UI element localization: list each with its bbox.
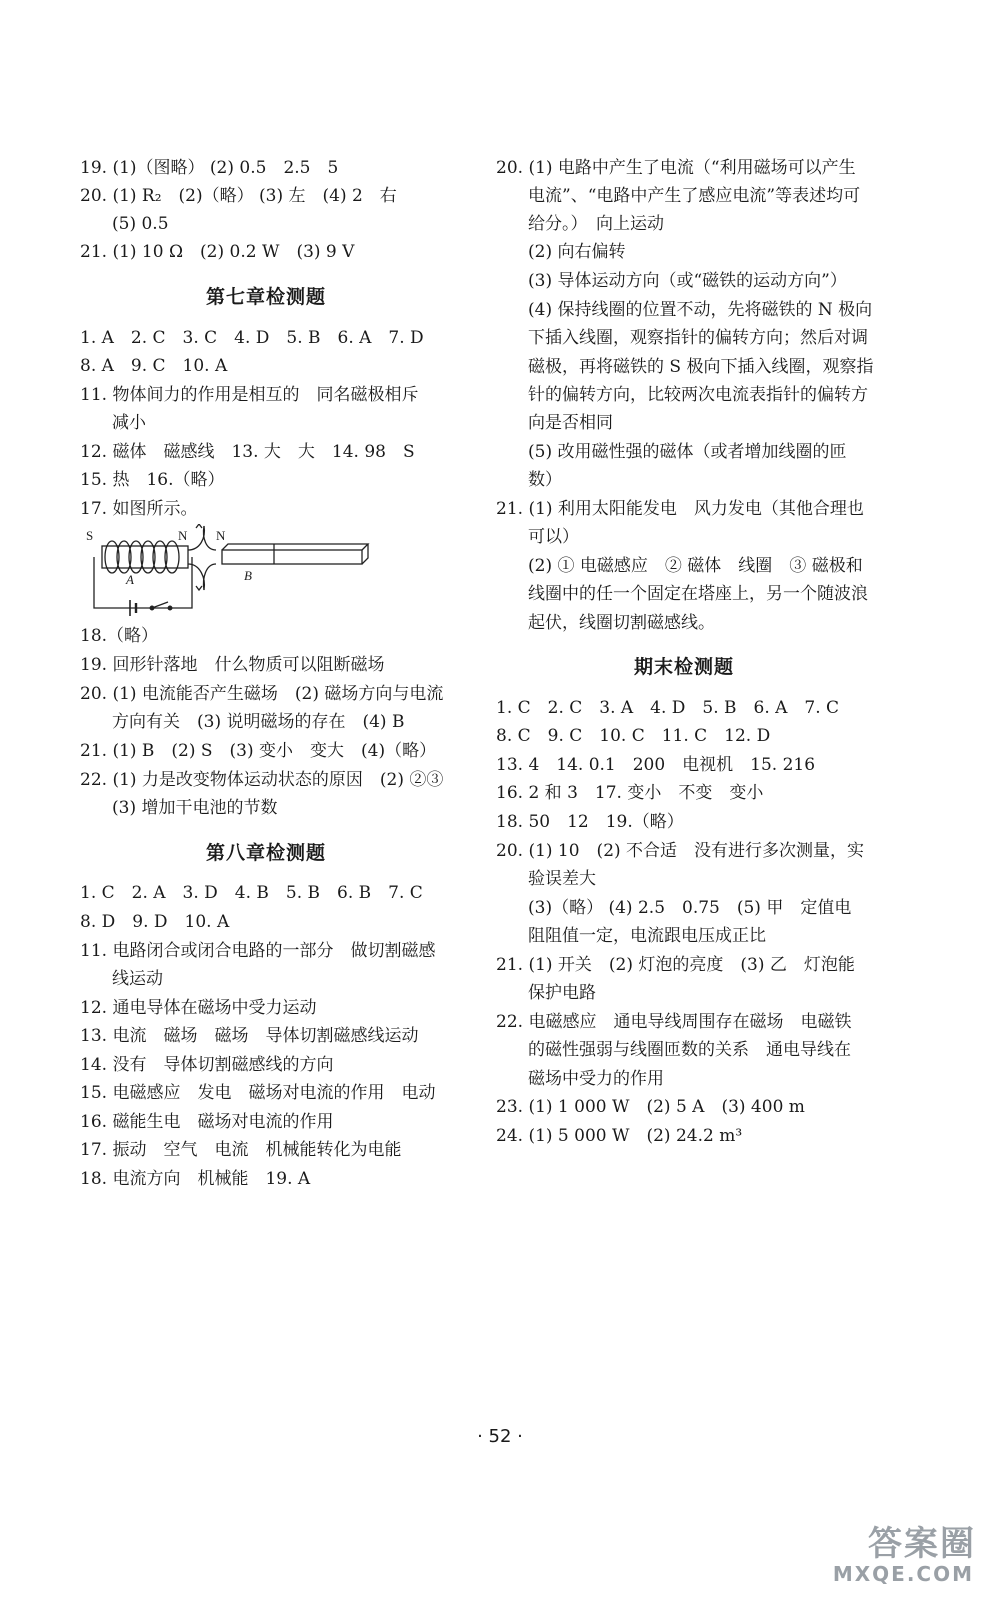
chapter8-heading: 第八章检测题 [206,842,327,864]
answer-line: 17. 振动 空气 电流 机械能转化为电能 [80,1140,402,1160]
answer-line: 线圈中的任一个固定在塔座上，另一个随波浪 [528,584,868,604]
answer-line: 16. 2 和 3 17. 变小 不变 变小 [496,783,764,803]
answer-line: 磁极，再将磁铁的 S 极向下插入线圈，观察指 [528,357,874,377]
answer-line: 1. C 2. C 3. A 4. D 5. B 6. A 7. C [496,698,840,718]
answer-line: 向是否相同 [528,413,613,433]
answer-line: 针的偏转方向，比较两次电流表指针的偏转方 [528,385,868,405]
bar-magnet-front [222,550,362,564]
answer-line: 减小 [112,413,146,433]
answer-line: 15. 电磁感应 发电 磁场对电流的作用 电动 [80,1083,436,1103]
answer-line: 20. (1) 电路中产生了电流（“利用磁场可以产生 [496,158,856,178]
answer-line: (2) ① 电磁感应 ② 磁体 线圈 ③ 磁极和 [528,556,863,576]
answer-line: (3)（略） (4) 2.5 0.75 (5) 甲 定值电 [528,898,852,918]
switch-lever [152,602,168,608]
coil-core [102,546,188,568]
label-magnet-b: B [244,568,252,583]
answer-line: 19. (1)（图略） (2) 0.5 2.5 5 [80,158,339,178]
answer-line: 12. 通电导体在磁场中受力运动 [80,998,317,1018]
bar-magnet-top [222,544,368,550]
answer-line: 20. (1) 10 (2) 不合适 没有进行多次测量，实 [496,841,865,861]
answer-line: 11. 物体间力的作用是相互的 同名磁极相斥 [80,385,419,405]
answer-line: 19. 回形针落地 什么物质可以阻断磁场 [80,655,385,675]
answer-line: 12. 磁体 磁感线 13. 大 大 14. 98 S [80,442,415,462]
answer-line: 1. C 2. A 3. D 4. B 5. B 6. B 7. C [80,883,423,903]
answer-line: 阻阻值一定，电流跟电压成正比 [528,926,766,946]
field-line [204,526,217,550]
answer-line: 20. (1) R₂ (2)（略） (3) 左 (4) 2 右 [80,186,397,206]
answer-line: 16. 磁能生电 磁场对电流的作用 [80,1112,334,1132]
answer-line: (3) 增加干电池的节数 [112,798,278,818]
answer-line: 14. 没有 导体切割磁感线的方向 [80,1055,334,1075]
answer-line: 线运动 [112,969,163,989]
answer-line: 13. 电流 磁场 磁场 导体切割磁感线运动 [80,1026,419,1046]
answer-line: 1. A 2. C 3. C 4. D 5. B 6. A 7. D [80,328,424,348]
answer-line: 24. (1) 5 000 W (2) 24.2 m³ [496,1126,743,1146]
answer-line: 20. (1) 电流能否产生磁场 (2) 磁场方向与电流 [80,684,444,704]
answer-line: 保护电路 [528,983,596,1003]
final-exam-heading: 期末检测题 [634,656,735,678]
answer-line: 23. (1) 1 000 W (2) 5 A (3) 400 m [496,1097,805,1117]
answer-line: 18. 50 12 19.（略） [496,812,684,832]
answer-line: 21. (1) 利用太阳能发电 风力发电（其他合理也 [496,499,864,519]
answer-line: 方向有关 (3) 说明磁场的存在 (4) B [112,712,405,732]
answer-line: 17. 如图所示。 [80,499,198,519]
answer-line: 21. (1) 10 Ω (2) 0.2 W (3) 9 V [80,242,355,262]
watermark-logo [806,1516,976,1586]
label-s-pole: S [86,528,94,543]
field-line [188,526,204,550]
answer-line: 22. (1) 力是改变物体运动状态的原因 (2) ②③ [80,770,444,790]
answer-line: 下插入线圈，观察指针的偏转方向；然后对调 [528,328,868,348]
answer-line: 15. 热 16.（略） [80,470,225,490]
label-n-pole-magnet: N [216,528,226,543]
label-n-pole-coil: N [178,528,188,543]
answer-line: 18.（略） [80,626,159,646]
answer-line: 磁场中受力的作用 [528,1069,664,1089]
left-column [80,0,480,1600]
answer-line: 的磁性强弱与线圈匝数的关系 通电导线在 [528,1040,851,1060]
answer-line: 8. C 9. C 10. C 11. C 12. D [496,726,771,746]
answer-line: (5) 0.5 [112,214,169,234]
answer-line: 可以） [528,527,579,547]
answer-line: 21. (1) B (2) S (3) 变小 变大 (4)（略） [80,741,437,761]
answer-line: 11. 电路闭合或闭合电路的一部分 做切割磁感 [80,941,436,961]
answer-line: (2) 向右偏转 [528,242,626,262]
answer-line: 22. 电磁感应 通电导线周围存在磁场 电磁铁 [496,1012,852,1032]
field-arrow [196,586,202,590]
answer-line: 13. 4 14. 0.1 200 电视机 15. 216 [496,755,816,775]
answer-line: 电流”、“电路中产生了感应电流”等表述均可 [528,186,861,206]
field-line [204,564,217,590]
answer-line: 数） [528,470,562,490]
right-column [496,0,896,1600]
answer-line: 21. (1) 开关 (2) 灯泡的亮度 (3) 乙 灯泡能 [496,955,855,975]
answer-line: 验误差大 [528,869,596,889]
circuit-wire [94,557,192,608]
chapter7-heading: 第七章检测题 [206,286,327,308]
answer-line: (5) 改用磁性强的磁体（或者增加线圈的匝 [528,442,847,462]
answer-line: (4) 保持线圈的位置不动，先将磁铁的 N 极向 [528,300,873,320]
watermark-title: 答案圈 [868,1524,976,1564]
watermark-domain: MXQE.COM [832,1562,974,1586]
field-arrow [196,524,202,528]
answer-line: 18. 电流方向 机械能 19. A [80,1169,311,1189]
electromagnet-figure [82,524,382,616]
answer-line: 8. D 9. D 10. A [80,912,230,932]
answer-line: 给分。） 向上运动 [528,214,664,234]
label-coil-a: A [126,572,134,587]
switch-contact [168,606,172,610]
answer-line: (3) 导体运动方向（或“磁铁的运动方向”） [528,271,847,291]
answer-line: 8. A 9. C 10. A [80,356,228,376]
answer-line: 起伏，线圈切割磁感线。 [528,613,715,633]
page-number: · 52 · [477,1426,523,1447]
